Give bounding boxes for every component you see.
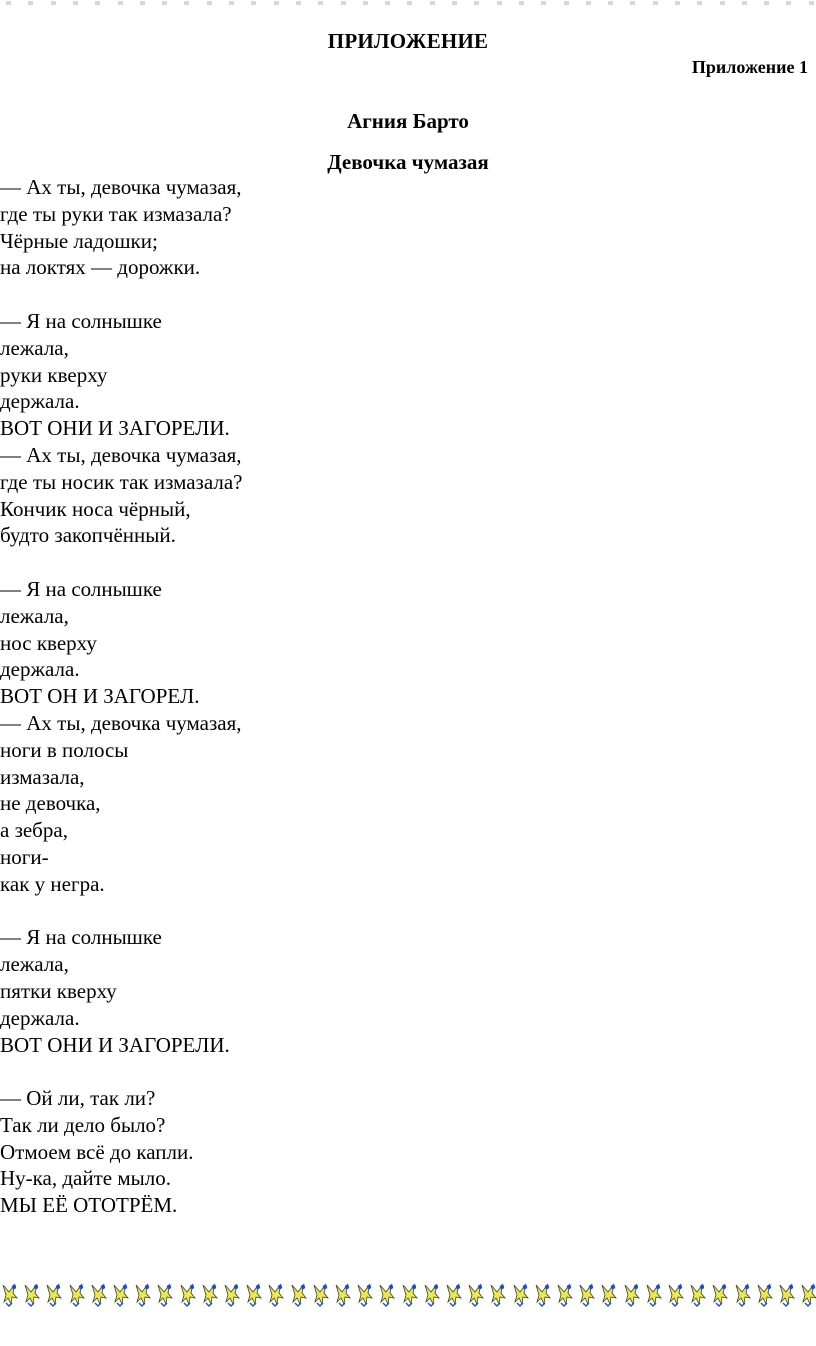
- border-dot: [764, 1, 769, 5]
- dancing-figure-icon: [422, 1281, 442, 1307]
- poem-line: Кончик носа чёрный,: [0, 496, 191, 521]
- border-dot: [6, 1, 11, 5]
- poem-line: лежала,: [0, 952, 69, 977]
- dancing-figure-icon: [222, 1281, 242, 1307]
- dancing-figure-icon: [488, 1281, 508, 1307]
- dancing-figure-icon: [67, 1281, 87, 1307]
- poem-line: Ну-ка, дайте мыло.: [0, 1166, 171, 1191]
- dancing-figure-icon: [533, 1281, 553, 1307]
- poem-line: — Я на солнышке: [0, 925, 162, 950]
- poem-line: — Я на солнышке: [0, 308, 162, 333]
- poem-author: Агния Барто: [347, 109, 469, 133]
- poem-line: руки кверху: [0, 362, 108, 387]
- poem-line: будто закопчённый.: [0, 523, 176, 548]
- dancing-figure-icon: [777, 1281, 797, 1307]
- stanza-break: [0, 898, 420, 925]
- border-dot: [742, 1, 747, 5]
- poem-line: держала.: [0, 389, 80, 414]
- border-dot: [407, 1, 412, 5]
- dancing-figure-icon: [333, 1281, 353, 1307]
- border-dot: [385, 1, 390, 5]
- poem-line: — Ой ли, так ли?: [0, 1086, 156, 1111]
- border-dot: [363, 1, 368, 5]
- poem-line: держала.: [0, 1005, 80, 1030]
- poem-line: на локтях — дорожки.: [0, 255, 201, 280]
- dancing-figure-icon: [133, 1281, 153, 1307]
- border-dot: [430, 1, 435, 5]
- border-dot: [474, 1, 479, 5]
- poem-line: Так ли дело было?: [0, 1112, 166, 1137]
- poem-line: измазала,: [0, 764, 85, 789]
- poem-body: [0, 174, 420, 1219]
- border-dot: [809, 1, 814, 5]
- border-dot: [675, 1, 680, 5]
- dancing-figure-icon: [622, 1281, 642, 1307]
- poem-line: — Ах ты, девочка чумазая,: [0, 175, 242, 199]
- border-dot: [251, 1, 256, 5]
- border-dot: [229, 1, 234, 5]
- dancing-figure-icon: [511, 1281, 531, 1307]
- poem-line: ВОТ ОНИ И ЗАГОРЕЛИ.: [0, 1032, 230, 1057]
- poem-line: Отмоем всё до капли.: [0, 1139, 194, 1164]
- border-dot: [564, 1, 569, 5]
- dancing-figure-icon: [289, 1281, 309, 1307]
- dancing-figure-icon: [111, 1281, 131, 1307]
- poem-line: ноги-: [0, 844, 49, 869]
- poem-line: пятки кверху: [0, 978, 117, 1003]
- stanza-break: [0, 1058, 420, 1085]
- border-dot: [653, 1, 658, 5]
- poem-line: где ты носик так измазала?: [0, 469, 243, 494]
- poem-line: как у негра.: [0, 871, 105, 896]
- dancing-figure-icon: [555, 1281, 575, 1307]
- dancing-figure-icon: [666, 1281, 686, 1307]
- poem-line: — Ах ты, девочка чумазая,: [0, 442, 242, 467]
- bottom-figure-border: [0, 1281, 816, 1307]
- border-dot: [341, 1, 346, 5]
- poem-line: не девочка,: [0, 791, 101, 816]
- poem-line: ноги в полосы: [0, 737, 129, 762]
- dancing-figure-icon: [599, 1281, 619, 1307]
- dancing-figure-icon: [0, 1281, 20, 1307]
- dancing-figure-icon: [444, 1281, 464, 1307]
- poem-line: лежала,: [0, 335, 69, 360]
- dancing-figure-icon: [710, 1281, 730, 1307]
- dancing-figure-icon: [355, 1281, 375, 1307]
- border-dot: [318, 1, 323, 5]
- border-dot: [162, 1, 167, 5]
- dancing-figure-icon: [266, 1281, 286, 1307]
- dancing-figure-icon: [22, 1281, 42, 1307]
- dancing-figure-icon: [155, 1281, 175, 1307]
- border-dot: [296, 1, 301, 5]
- poem-line: а зебра,: [0, 818, 68, 843]
- dancing-figure-icon: [400, 1281, 420, 1307]
- poem-line: — Ах ты, девочка чумазая,: [0, 710, 242, 735]
- border-dot: [274, 1, 279, 5]
- poem-line: Чёрные ладошки;: [0, 228, 158, 253]
- poem-line: ВОТ ОН И ЗАГОРЕЛ.: [0, 684, 200, 709]
- stanza-break: [0, 549, 420, 576]
- poem-line: МЫ ЕЁ ОТОТРЁМ.: [0, 1193, 178, 1218]
- border-dot: [207, 1, 212, 5]
- border-dot: [720, 1, 725, 5]
- border-dot: [697, 1, 702, 5]
- border-dot: [118, 1, 123, 5]
- border-dot: [497, 1, 502, 5]
- dancing-figure-icon: [733, 1281, 753, 1307]
- poem-line: нос кверху: [0, 630, 97, 655]
- dancing-figure-icon: [44, 1281, 64, 1307]
- poem-line: где ты руки так измазала?: [0, 201, 232, 226]
- dancing-figure-icon: [89, 1281, 109, 1307]
- stanza-break: [0, 281, 420, 308]
- dancing-figure-icon: [799, 1281, 816, 1307]
- dancing-figure-icon: [466, 1281, 486, 1307]
- border-dot: [140, 1, 145, 5]
- dancing-figure-icon: [200, 1281, 220, 1307]
- border-dot: [73, 1, 78, 5]
- border-dot: [28, 1, 33, 5]
- dancing-figure-icon: [644, 1281, 664, 1307]
- border-dot: [630, 1, 635, 5]
- page-heading: ПРИЛОЖЕНИЕ: [327, 29, 489, 53]
- dancing-figure-icon: [377, 1281, 397, 1307]
- dancing-figure-icon: [178, 1281, 198, 1307]
- border-dot: [608, 1, 613, 5]
- border-dot: [452, 1, 457, 5]
- dancing-figure-icon: [577, 1281, 597, 1307]
- dancing-figure-icon: [688, 1281, 708, 1307]
- border-dot: [541, 1, 546, 5]
- dancing-figure-icon: [755, 1281, 775, 1307]
- border-dot: [586, 1, 591, 5]
- border-dot: [95, 1, 100, 5]
- poem-line: — Я на солнышке: [0, 576, 162, 601]
- poem-title: Девочка чумазая: [327, 150, 489, 174]
- poem-line: ВОТ ОНИ И ЗАГОРЕЛИ.: [0, 416, 230, 441]
- border-dot: [51, 1, 56, 5]
- appendix-label: Приложение 1: [691, 57, 808, 77]
- border-dot: [519, 1, 524, 5]
- border-dot: [786, 1, 791, 5]
- dancing-figure-icon: [311, 1281, 331, 1307]
- border-dot: [184, 1, 189, 5]
- top-dotted-border: [0, 0, 816, 10]
- poem-line: держала.: [0, 657, 80, 682]
- poem-line: лежала,: [0, 603, 69, 628]
- dancing-figure-icon: [244, 1281, 264, 1307]
